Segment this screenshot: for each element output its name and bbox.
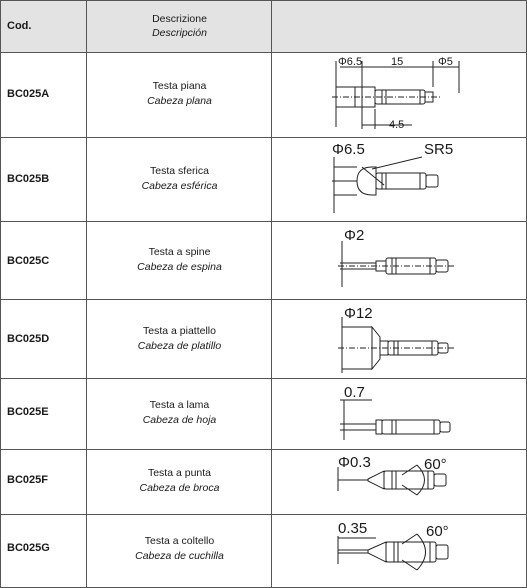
- dim-blade-thickness: 0.35: [338, 520, 368, 537]
- row-code: BC025F: [7, 474, 48, 486]
- grid-line: [0, 0, 1, 588]
- dim-tip-diameter: Φ0.3: [338, 454, 371, 471]
- row-code: BC025D: [7, 333, 50, 345]
- desc-it: Testa piana: [152, 80, 207, 92]
- grid-line: [86, 0, 87, 588]
- blade-head-drawing: [272, 378, 527, 449]
- point-head-drawing: [272, 449, 527, 514]
- flat-head-drawing: [272, 53, 527, 137]
- dim-head-diameter: Φ12: [344, 305, 373, 322]
- row-code: BC025C: [7, 255, 50, 267]
- dim-head-diameter: Φ2: [344, 227, 365, 244]
- dim-tip-diameter: Φ5: [438, 56, 453, 68]
- header-desc-es: Descripción: [152, 27, 207, 39]
- row-description: [88, 534, 271, 564]
- spine-head-drawing: [272, 221, 527, 299]
- header-code: Cod.: [7, 20, 32, 32]
- row-code: BC025A: [7, 88, 50, 100]
- desc-it: Testa a piattello: [143, 325, 216, 337]
- desc-it: Testa a punta: [147, 467, 212, 479]
- row-description: [88, 398, 271, 428]
- desc-it: Testa a spine: [148, 246, 211, 258]
- row-code: BC025B: [7, 173, 50, 185]
- header-desc-it: Descrizione: [152, 13, 207, 25]
- desc-es: Cabeza plana: [147, 95, 212, 107]
- header-description: [88, 12, 271, 40]
- dim-sphere-radius: SR5: [424, 141, 454, 158]
- desc-it: Testa a lama: [149, 399, 210, 411]
- desc-es: Cabeza de cuchilla: [135, 550, 224, 562]
- row-description: [88, 79, 271, 109]
- dim-blade-thickness: 0.7: [344, 384, 365, 401]
- desc-es: Cabeza de hoja: [142, 414, 217, 426]
- desc-it: Testa sferica: [150, 165, 209, 177]
- dim-head-diameter: Φ6.5: [338, 56, 363, 68]
- row-description: [88, 245, 271, 275]
- desc-es: Cabeza de espina: [137, 261, 222, 273]
- row-code: BC025E: [7, 406, 49, 418]
- desc-es: Cabeza de broca: [139, 482, 220, 494]
- grid-line: [0, 0, 527, 1]
- row-description: [88, 324, 271, 354]
- row-description: [88, 164, 271, 194]
- desc-es: Cabeza esférica: [141, 180, 218, 192]
- dim-head-diameter: Φ6.5: [332, 141, 365, 158]
- knife-head-drawing: [272, 514, 527, 587]
- plate-head-drawing: [272, 299, 527, 378]
- dim-tip-angle: 60°: [424, 456, 447, 473]
- desc-it: Testa a coltello: [144, 535, 215, 547]
- row-code: BC025G: [7, 542, 50, 554]
- dim-blade-angle: 60°: [426, 523, 449, 540]
- spherical-head-drawing: [272, 137, 527, 221]
- desc-es: Cabeza de platillo: [137, 340, 222, 352]
- dim-length: 15: [391, 56, 404, 68]
- row-description: [88, 466, 271, 496]
- dim-head-length: 4.5: [389, 119, 405, 131]
